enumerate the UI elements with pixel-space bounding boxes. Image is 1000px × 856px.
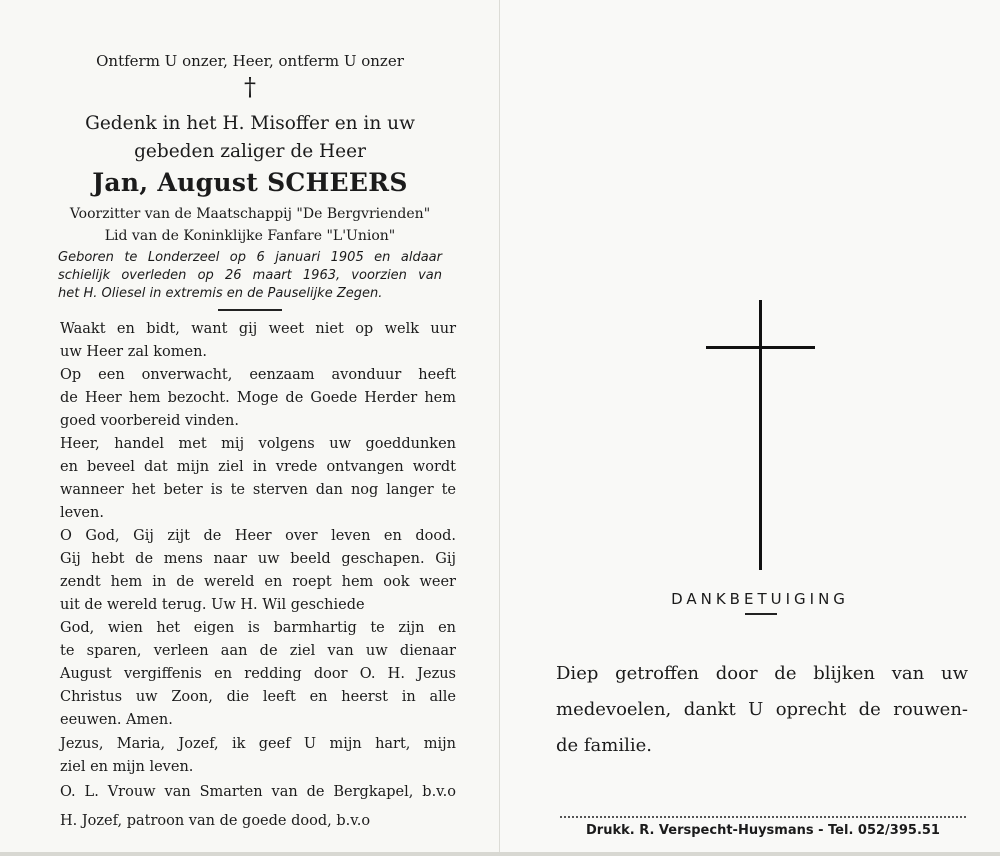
- deceased-name: Jan, August SCHEERS: [92, 168, 408, 197]
- prayer-line: ziel en mijn leven.: [60, 759, 194, 775]
- prayer-line: eeuwen. Amen.: [60, 712, 173, 728]
- prayer-paragraph-2: [60, 364, 456, 433]
- prayer-line: O. L. Vrouw van Smarten van de Bergkapel, b.v.o: [60, 784, 456, 800]
- prayer-line: leven.: [60, 505, 104, 521]
- prayer-paragraph-1: [60, 318, 456, 364]
- thanks-line: de familie.: [556, 735, 653, 756]
- printer-credit: Drukk. R. Verspecht-Huysmans - Tel. 052/395.51: [586, 823, 940, 838]
- invocation-text: Ontferm U onzer, Heer, ontferm U onzer: [96, 52, 404, 70]
- function-line-2: Lid van de Koninklijke Fanfare "L'Union": [104, 228, 396, 244]
- prayer-line: Gij hebt de mens naar uw beeld geschapen. Gij: [60, 551, 456, 567]
- prayer-line: uw Heer zal komen.: [60, 344, 208, 360]
- prayer-line: O God, Gij zijt de Heer over leven en dood.: [60, 528, 456, 544]
- prayer-line: te sparen, verleen aan de ziel van uw dienaar: [60, 643, 456, 659]
- prayer-line: uit de wereld terug. Uw H. Wil geschiede: [60, 597, 365, 613]
- prayer-line: zendt hem in de wereld en roept hem ook weer: [60, 574, 456, 590]
- cross-icon-bar: [706, 346, 815, 349]
- bio-line-3: het H. Oliesel in extremis en de Pauselijke Zegen.: [58, 286, 383, 301]
- prayer-line: August vergiffenis en redding door O. H. Jezus: [60, 666, 456, 682]
- dagger-icon: †: [244, 73, 256, 101]
- prayer-line: de Heer hem bezocht. Moge de Goede Herder hem: [60, 390, 456, 406]
- cross-icon: [759, 300, 762, 570]
- bottom-edge: [0, 852, 1000, 856]
- bio-line-2: schielijk overleden op 26 maart 1963, voorzien van: [58, 268, 442, 283]
- prayer-line: Christus uw Zoon, die leeft en heerst in alle: [60, 689, 456, 705]
- prayer-line: Op een onverwacht, eenzaam avonduur heeft: [60, 367, 456, 383]
- prayer-paragraph-7: [60, 781, 456, 804]
- gedenk-line-2: gebeden zaliger de Heer: [134, 141, 366, 162]
- prayer-line: Heer, handel met mij volgens uw goeddunken: [60, 436, 456, 452]
- thanks-text: [556, 656, 968, 764]
- prayer-paragraph-6: [60, 733, 456, 779]
- thanks-heading: DANKBETUIGING: [671, 590, 849, 608]
- prayer-line: H. Jozef, patroon van de goede dood, b.v.o: [60, 813, 371, 829]
- prayer-line: Jezus, Maria, Jozef, ik geef U mijn hart, mijn: [60, 736, 456, 752]
- thanks-divider: [745, 613, 777, 615]
- prayer-line: God, wien het eigen is barmhartig te zijn en: [60, 620, 456, 636]
- thanks-line: medevoelen, dankt U oprecht de rouwen-: [556, 699, 968, 720]
- prayer-paragraph-8: [60, 810, 456, 833]
- divider-rule: [218, 309, 282, 311]
- gedenk-line-1: Gedenk in het H. Misoffer en in uw: [85, 113, 415, 134]
- bio-line-1: Geboren te Londerzeel op 6 januari 1905 en aldaar: [58, 250, 442, 265]
- prayer-line: en beveel dat mijn ziel in vrede ontvangen wordt: [60, 459, 456, 475]
- prayer-paragraph-5: [60, 617, 456, 732]
- prayer-paragraph-3: [60, 433, 456, 525]
- prayer-line: wanneer het beter is te sterven dan nog langer te: [60, 482, 456, 498]
- function-line-1: Voorzitter van de Maatschappij "De Bergvrienden": [69, 206, 431, 222]
- prayer-line: Waakt en bidt, want gij weet niet op welk uur: [60, 321, 456, 337]
- thanks-line: Diep getroffen door de blijken van uw: [556, 663, 968, 684]
- dotted-separator: [560, 816, 966, 818]
- prayer-paragraph-4: [60, 525, 456, 617]
- prayer-line: goed voorbereid vinden.: [60, 413, 239, 429]
